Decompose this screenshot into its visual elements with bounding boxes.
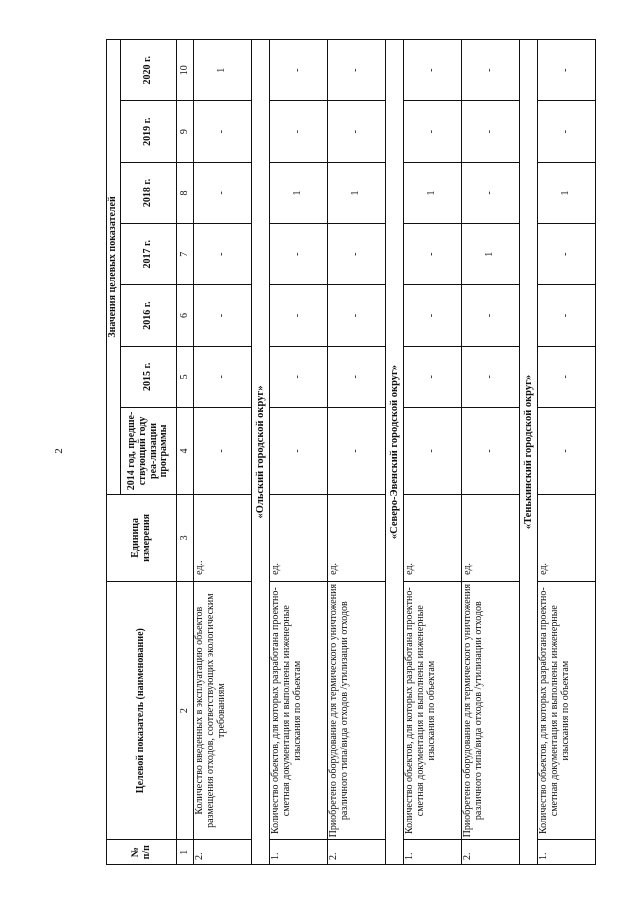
column-index-cell: 1 — [177, 840, 194, 865]
value-cell: - — [404, 407, 462, 494]
municipality-title: «Ольский городской округ» — [252, 40, 270, 865]
value-cell: - — [538, 285, 596, 346]
value-cell: 1 — [462, 224, 520, 285]
value-cell: 1 — [270, 162, 328, 223]
header-num: № п/п — [107, 840, 177, 865]
row-number: 2. — [462, 840, 520, 865]
value-cell: - — [404, 40, 462, 102]
value-cell: - — [462, 162, 520, 223]
value-cell: - — [270, 407, 328, 494]
indicator-name: Количество объектов, для которых разработана проектно-сметная документация и выполнены инженерные изыскания по объектам — [404, 581, 462, 840]
column-index-cell: 9 — [177, 101, 194, 162]
indicator-name: Приобретено оборудование для термического уничтожения различного типа/вида отходов /утилизации отходов — [462, 581, 520, 840]
indicator-row — [328, 40, 386, 865]
header-year-3: 2017 г. — [121, 224, 177, 285]
unit-cell: ед. — [270, 494, 328, 581]
value-cell: - — [538, 224, 596, 285]
value-cell: - — [328, 285, 386, 346]
page-number: 2 — [52, 448, 65, 454]
value-cell: - — [538, 407, 596, 494]
indicator-name: Количество объектов, для которых разработана проектно-сметная документация и выполнены инженерные изыскания по объектам — [270, 581, 328, 840]
row-number: 1. — [404, 840, 462, 865]
value-cell: - — [404, 285, 462, 346]
column-index-cell: 4 — [177, 407, 194, 494]
header-year-5: 2019 г. — [121, 101, 177, 162]
value-cell: - — [194, 285, 252, 346]
value-cell: - — [462, 40, 520, 102]
value-cell: 1 — [194, 40, 252, 102]
value-cell: - — [462, 346, 520, 407]
column-index-cell: 5 — [177, 346, 194, 407]
value-cell: - — [462, 407, 520, 494]
municipality-title: «Тенькинский городской округ» — [520, 40, 538, 865]
column-index-row — [177, 40, 194, 865]
indicator-name: Количество объектов, для которых разработана проектно-сметная документация и выполнены инженерные изыскания по объектам — [538, 581, 596, 840]
unit-cell: ед.. — [194, 494, 252, 581]
value-cell: - — [270, 101, 328, 162]
header-year-6: 2020 г. — [121, 40, 177, 102]
value-cell: - — [328, 224, 386, 285]
value-cell: - — [538, 40, 596, 102]
value-cell: - — [194, 162, 252, 223]
column-index-cell: 2 — [177, 581, 194, 840]
indicator-row — [270, 40, 328, 865]
value-cell: - — [538, 346, 596, 407]
value-cell: - — [404, 101, 462, 162]
value-cell: - — [194, 101, 252, 162]
value-cell: - — [270, 224, 328, 285]
row-number: 1. — [538, 840, 596, 865]
header-year-0: 2014 год, предше-ствующий году реа-лизации программы — [121, 407, 177, 494]
value-cell: - — [462, 101, 520, 162]
municipality-group-row — [386, 40, 404, 865]
value-cell: - — [270, 285, 328, 346]
municipality-title: «Северо-Эвенский городской округ» — [386, 40, 404, 865]
column-index-cell: 3 — [177, 494, 194, 581]
municipality-group-row — [520, 40, 538, 865]
header-year-1: 2015 г. — [121, 346, 177, 407]
row-number: 2. — [328, 840, 386, 865]
value-cell: - — [538, 101, 596, 162]
value-cell: - — [270, 346, 328, 407]
header-unit: Единица измерения — [107, 494, 177, 581]
value-cell: 1 — [404, 162, 462, 223]
value-cell: - — [194, 407, 252, 494]
value-cell: - — [328, 407, 386, 494]
unit-cell: ед. — [538, 494, 596, 581]
indicator-row — [194, 40, 252, 865]
document-sheet — [106, 39, 572, 865]
indicator-name: Количество введенных в эксплуатацию объектов размещения отходов, соответствующих экологическим требованиям — [194, 581, 252, 840]
unit-cell: ед. — [462, 494, 520, 581]
target-indicators-table — [106, 39, 596, 865]
header-indicator: Целевой показатель (наименование) — [107, 581, 177, 840]
unit-cell: ед. — [404, 494, 462, 581]
indicator-name: Приобретено оборудование для термического уничтожения различного типа/вида отходов /утилизации отходов — [328, 581, 386, 840]
column-index-cell: 7 — [177, 224, 194, 285]
column-index-cell: 6 — [177, 285, 194, 346]
indicator-row — [404, 40, 462, 865]
value-cell: - — [194, 346, 252, 407]
value-cell: - — [404, 224, 462, 285]
column-index-cell: 10 — [177, 40, 194, 102]
value-cell: - — [328, 40, 386, 102]
header-values-group: Значения целевых показателей — [107, 40, 121, 495]
row-number: 2. — [194, 840, 252, 865]
municipality-group-row — [252, 40, 270, 865]
header-year-2: 2016 г. — [121, 285, 177, 346]
indicator-row — [538, 40, 596, 865]
rotated-table-container — [106, 39, 572, 865]
column-index-cell: 8 — [177, 162, 194, 223]
unit-cell: ед. — [328, 494, 386, 581]
value-cell: - — [404, 346, 462, 407]
value-cell: - — [462, 285, 520, 346]
value-cell: - — [194, 224, 252, 285]
header-year-4: 2018 г. — [121, 162, 177, 223]
indicator-row — [462, 40, 520, 865]
value-cell: 1 — [328, 162, 386, 223]
value-cell: 1 — [538, 162, 596, 223]
value-cell: - — [270, 40, 328, 102]
value-cell: - — [328, 101, 386, 162]
row-number: 1. — [270, 840, 328, 865]
value-cell: - — [328, 346, 386, 407]
